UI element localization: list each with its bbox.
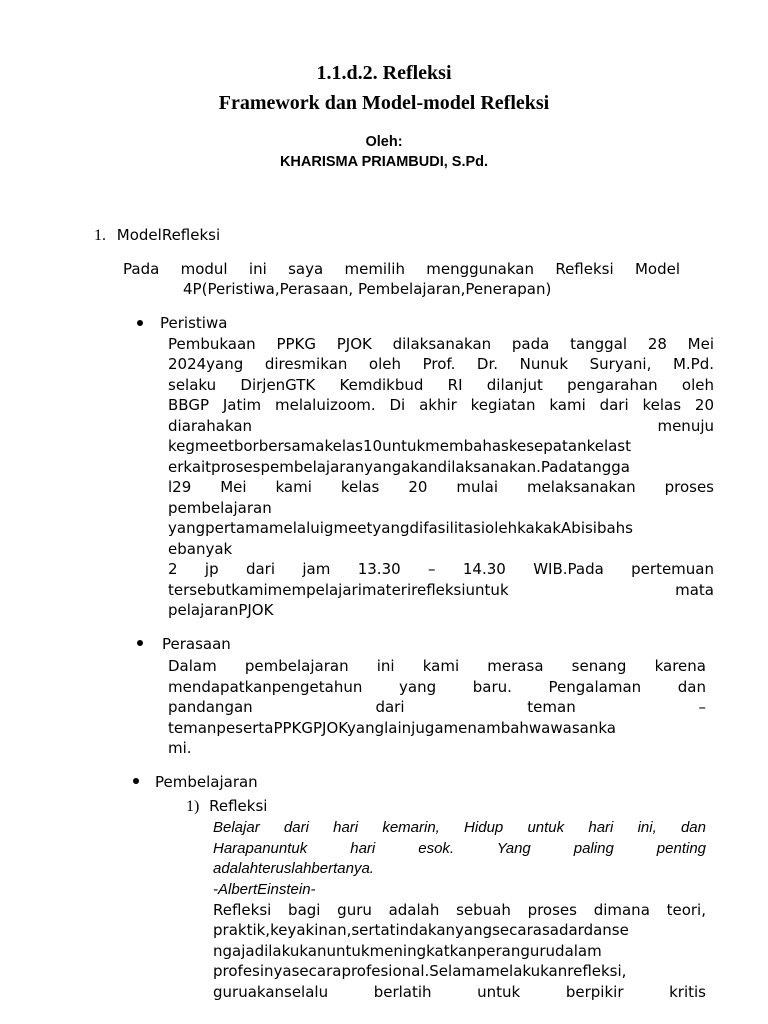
bullet-icon	[133, 778, 139, 784]
bullet-label-pembelajaran: Pembelajaran	[155, 773, 258, 791]
paragraph-line: pelajaranPJOK	[168, 601, 274, 619]
quote-line: adalahteruslahbertanya.	[213, 860, 374, 877]
section-heading-text: ModelRefleksi	[116, 226, 221, 244]
quote-line: Belajar dari hari kemarin, Hidup untuk hari ini, dan	[213, 819, 706, 836]
document-title: 1.1.d.2. Refleksi	[316, 62, 452, 84]
subsection-heading-text: Refleksi	[209, 797, 268, 815]
paragraph-line: mi.	[168, 739, 192, 757]
quote-line: Harapanuntuk hari esok. Yang paling penting	[213, 840, 706, 857]
paragraph-line: Pembukaan PPKG PJOK dilaksanakan pada tanggal 28 Mei	[168, 335, 714, 353]
section-number: 1.	[94, 227, 106, 244]
paragraph-line: praktik,keyakinan,sertatindakanyangsecarasadardanse	[213, 921, 629, 939]
paragraph-line: kegmeetborbersamakelas10untukmembahaskesepatankelast	[168, 437, 632, 455]
paragraph-line: profesinyasecaraprofesional.Selamamelakukanrefleksi,	[213, 962, 627, 980]
paragraph-line: guruakanselalu berlatih untuk berpikir kritis	[213, 983, 706, 1001]
author-name: KHARISMA PRIAMBUDI, S.Pd.	[279, 154, 489, 170]
subsection-number: 1)	[186, 798, 200, 815]
paragraph-line: 2024yang diresmikan oleh Prof. Dr. Nunuk Suryani, M.Pd.	[168, 355, 714, 373]
bullet-icon	[137, 320, 143, 326]
paragraph-line: Dalam pembelajaran ini kami merasa senang karena	[168, 657, 706, 675]
bullet-icon	[137, 640, 143, 646]
paragraph-line: yangpertamamelaluigmeetyangdifasilitasiolehkakakAbisibahs	[168, 519, 633, 537]
paragraph-line: BBGP Jatim melaluizoom. Di akhir kegiatan kami dari kelas 20	[168, 396, 714, 414]
paragraph-line: temanpesertaPPKGPJOKyanglainjugamenambahwawasanka	[168, 719, 616, 737]
subsection-heading	[186, 796, 267, 817]
bullet-label-peristiwa: Peristiwa	[160, 314, 228, 332]
intro-line: 4P(Peristiwa,Perasaan, Pembelajaran,Penerapan)	[183, 280, 552, 298]
paragraph-line: erkaitprosespembelajaranyangakandilaksanakan.Padatangga	[168, 458, 630, 476]
intro-line: Pada modul ini saya memilih menggunakan Refleksi Model	[123, 260, 680, 278]
section-heading	[94, 225, 220, 246]
paragraph-line: mendapatkanpengetahun yang baru. Pengalaman dan	[168, 678, 706, 696]
paragraph-line: tersebutkamimempelajarimaterirefleksiuntuk mata	[168, 581, 714, 599]
paragraph-line: selaku DirjenGTK Kemdikbud RI dilanjut pengarahan oleh	[168, 376, 714, 394]
paragraph-line: ngajadilakukanuntukmeningkatkanperangurudalam	[213, 942, 602, 960]
paragraph-line: ebanyak	[168, 540, 233, 558]
paragraph-line: pembelajaran	[168, 499, 272, 517]
paragraph-line: diarahakan menuju	[168, 417, 714, 435]
paragraph-line: l29 Mei kami kelas 20 mulai melaksanakan proses	[168, 478, 714, 496]
paragraph-line: Refleksi bagi guru adalah sebuah proses dimana teori,	[213, 901, 706, 919]
paragraph-line: 2 jp dari jam 13.30 – 14.30 WIB.Pada pertemuan	[168, 560, 714, 578]
paragraph-line: pandangan dari teman –	[168, 698, 706, 716]
oleh-label: Oleh:	[365, 134, 403, 150]
bullet-label-perasaan: Perasaan	[162, 635, 231, 653]
document-subtitle: Framework dan Model-model Refleksi	[218, 92, 550, 114]
quote-attribution: -AlbertEinstein-	[213, 881, 316, 898]
